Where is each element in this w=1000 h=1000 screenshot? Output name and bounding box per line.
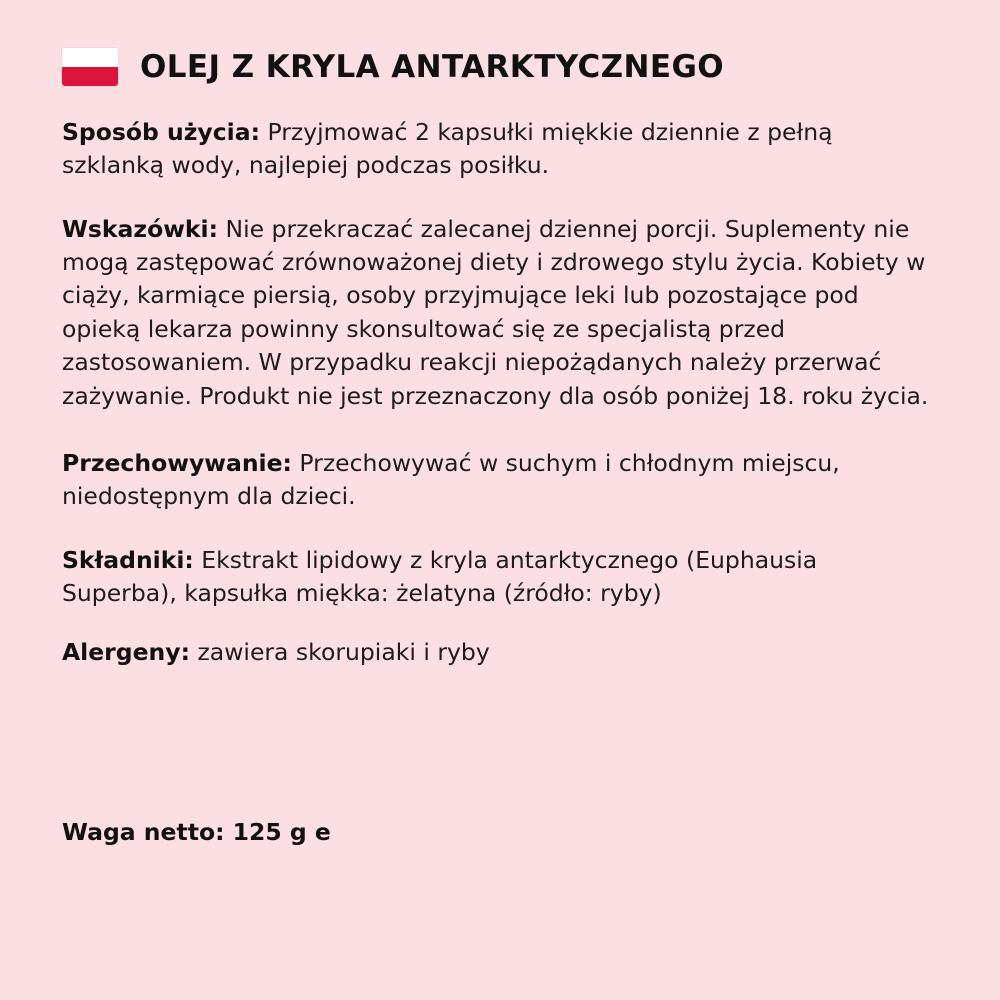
usage-label: Sposób użycia:: [62, 118, 260, 146]
net-weight: Waga netto: 125 g e: [62, 818, 331, 846]
tips-label: Wskazówki:: [62, 214, 219, 243]
allergens-label: Alergeny:: [62, 638, 190, 667]
flag-stripe-red: [62, 67, 118, 86]
section-ingredients: [62, 544, 938, 611]
label-header: [62, 48, 938, 86]
storage-text: Przechowywać w suchym i chłodnym miejscu, niedostępnym dla dzieci.: [62, 448, 840, 511]
allergens-text: zawiera skorupiaki i ryby: [189, 638, 490, 667]
flag-stripe-white: [62, 48, 118, 67]
section-allergens: [62, 636, 938, 669]
page-title: OLEJ Z KRYLA ANTARKTYCZNEGO: [140, 48, 725, 85]
ingredients-label: Składniki:: [62, 545, 194, 574]
storage-label: Przechowywanie:: [62, 448, 292, 477]
section-tips: [62, 213, 938, 413]
usage-text: Przyjmować 2 kapsułki miękkie dziennie z pełną szklanką wody, najlepiej podczas posiłku.: [62, 118, 833, 180]
section-storage: [62, 447, 938, 514]
poland-flag-icon: [62, 48, 118, 86]
ingredients-text: Ekstrakt lipidowy z kryla antarktycznego (Euphausia Superba), kapsułka miękka: żelatyna (źródło: ryby): [62, 545, 818, 607]
tips-text: Nie przekraczać zalecanej dziennej porcji. Suplementy nie mogą zastępować zrównoważonej diety i zdrowego stylu życia. Kobiety w ciąży, karmiące piersią, osoby przyjmujące leki lub pozostające pod opieką lekarza powinny skonsultować się ze specjalistą przed zastosowaniem. W przypadku reakcji niepożądanych należy przerwać zażywanie. Produkt nie jest przeznaczony dla osób poniżej 18. roku życia.: [62, 214, 929, 410]
section-usage: [62, 116, 938, 183]
